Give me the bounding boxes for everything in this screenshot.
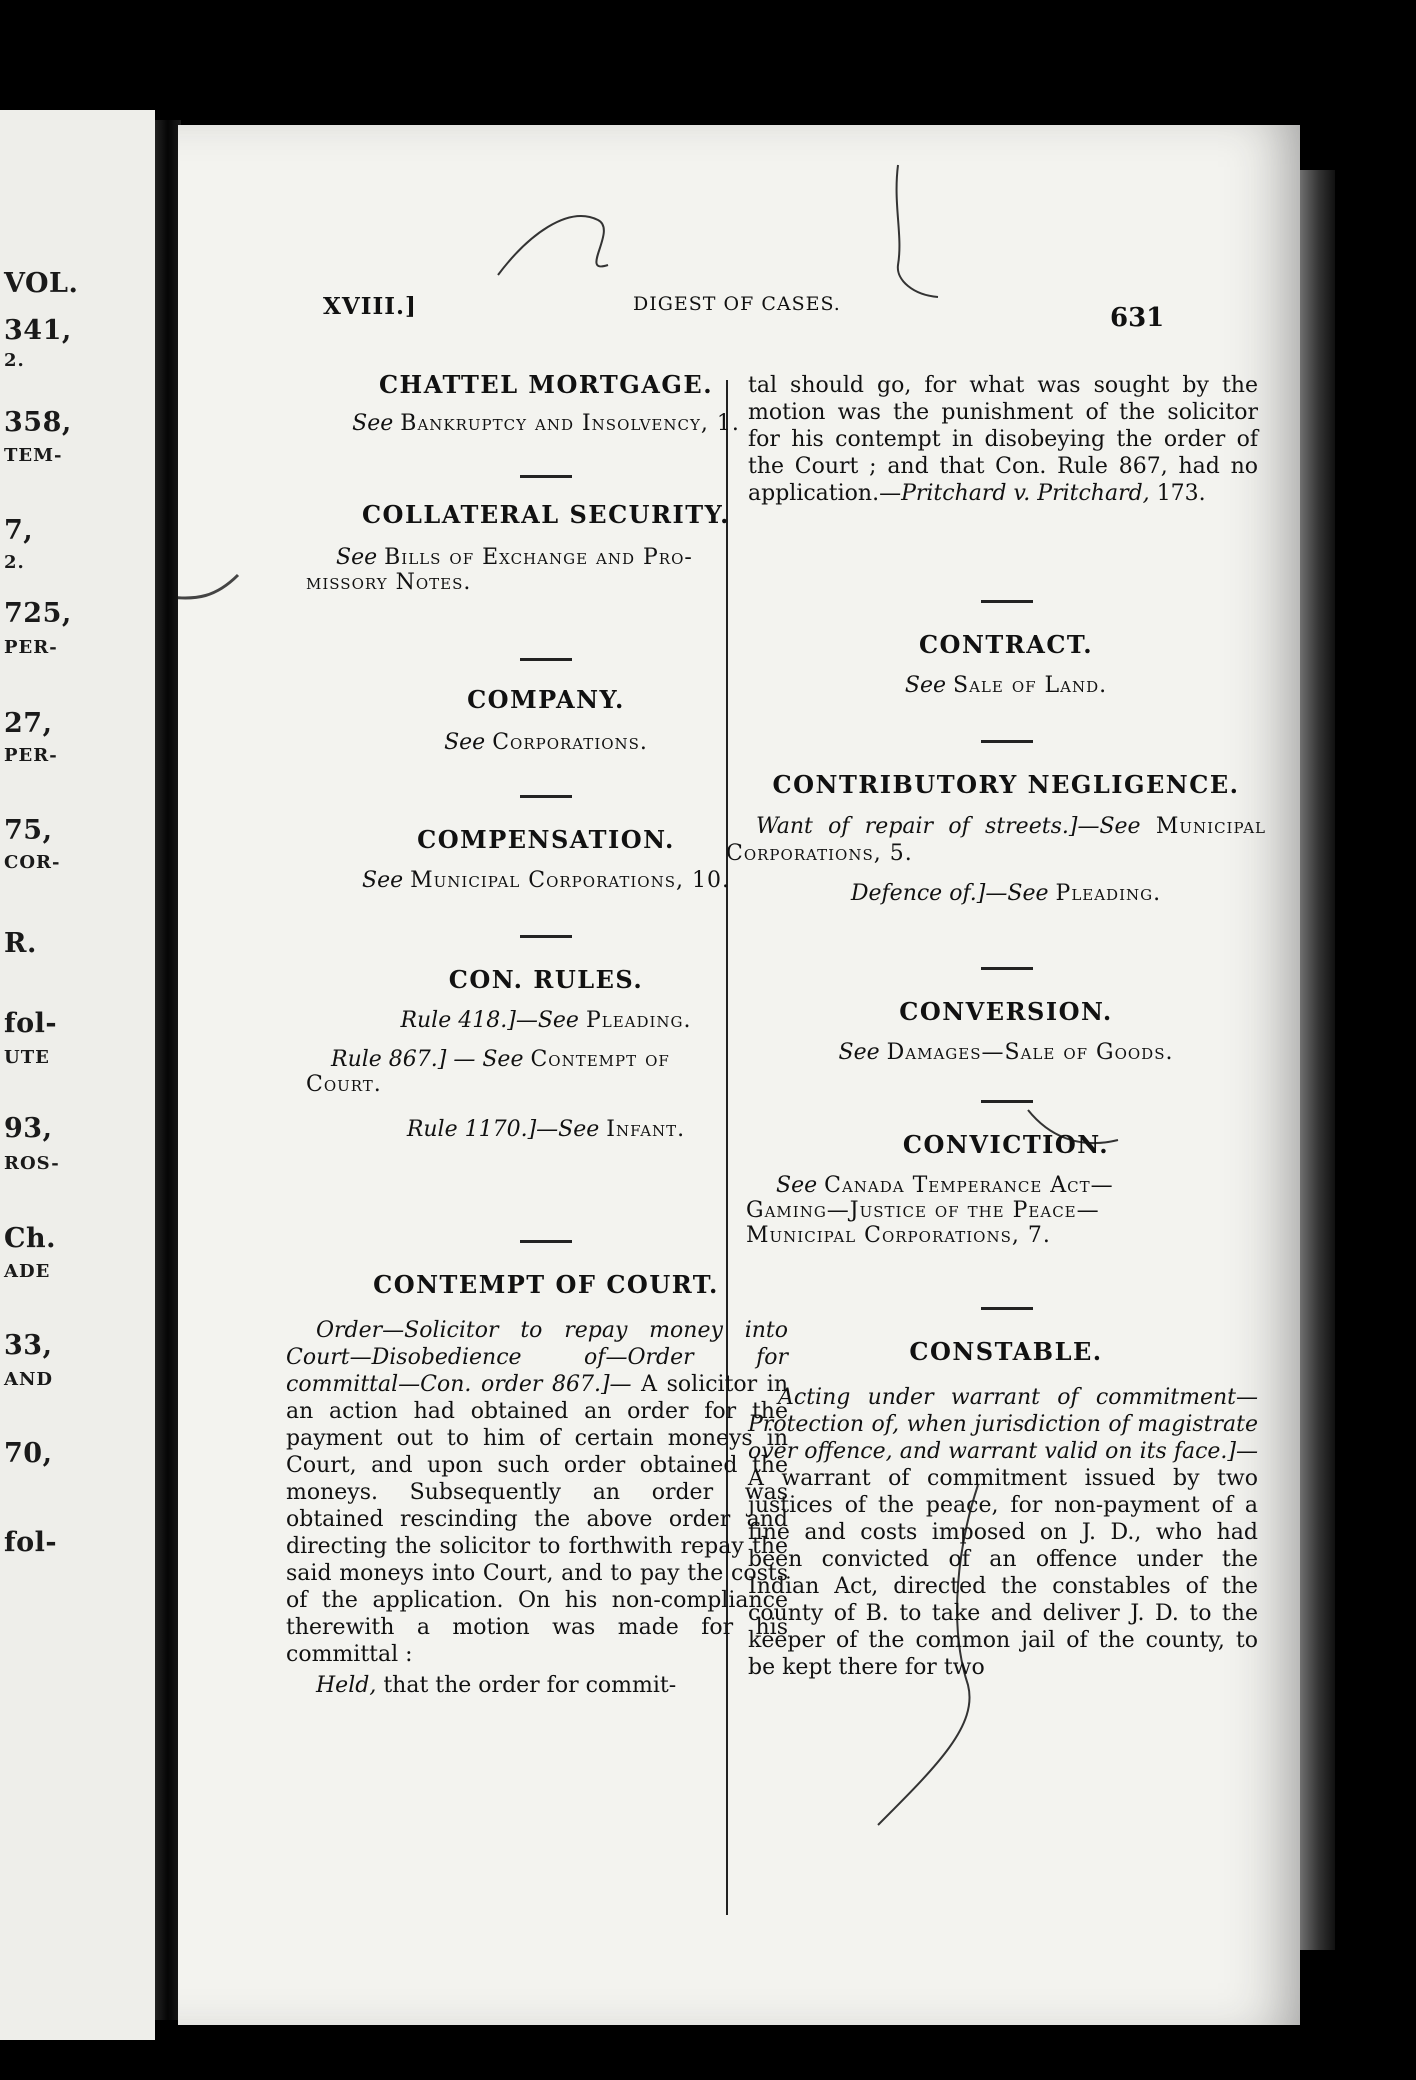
entry-contributory-negligence <box>726 770 1286 906</box>
see-word: —See <box>985 881 1049 906</box>
left-edge-text: PER- <box>4 745 58 766</box>
case-body: A solicitor in an action had obtained an order for the payment out to him of certain moneys in Court, and upon such order obtained the moneys. Subsequently an order was obtained rescinding the above order and directing the solicitor to forthwith repay the said moneys into Court, and to pay the costs of the application. On his non-compliance therewith a motion was made for his committal : <box>286 1372 788 1667</box>
cross-reference: Sale of Land. <box>953 673 1108 698</box>
left-edge-text: fol- <box>4 1008 58 1039</box>
entry-contract <box>726 630 1286 698</box>
entry-constable <box>726 1337 1286 1681</box>
case-name: Pritchard v. Pritchard, <box>901 481 1150 506</box>
entry-heading: CONTRIBUTORY NEGLIGENCE. <box>772 770 1240 799</box>
entry-heading: CHATTEL MORTGAGE. <box>378 370 714 399</box>
section-rule <box>520 475 572 478</box>
left-edge-text: 75, <box>4 815 53 846</box>
rule-number: Rule 418.] <box>400 1008 516 1033</box>
left-edge-text: 2. <box>4 350 25 371</box>
left-edge-text: 33, <box>4 1330 53 1361</box>
cross-reference: Pleading. <box>585 1008 692 1033</box>
section-rule <box>981 1307 1033 1310</box>
left-edge-text: 358, <box>4 407 72 438</box>
cross-reference: Municipal Corporations, 5. <box>726 814 1266 866</box>
cross-reference: Gaming—Justice of the Peace— <box>746 1198 1100 1223</box>
cross-reference: Municipal Corporations, 10. <box>410 868 730 893</box>
entry-heading: CONTRACT. <box>918 630 1094 659</box>
left-edge-text: 341, <box>4 315 72 346</box>
cross-reference: Canada Temperance Act— <box>824 1173 1114 1198</box>
headnote-italic: Want of repair of streets.] <box>756 814 1078 839</box>
see-word: —See <box>1077 814 1141 839</box>
entry-heading: CONTEMPT OF COURT. <box>373 1270 719 1299</box>
see-word: See <box>444 730 486 755</box>
entry-heading: CON. RULES. <box>448 965 644 994</box>
left-edge-text: PER- <box>4 637 58 658</box>
entry-heading: COLLATERAL SECURITY. <box>361 500 731 529</box>
section-rule <box>520 795 572 798</box>
cross-reference: Damages—Sale of Goods. <box>886 1040 1174 1065</box>
left-edge-text: 70, <box>4 1438 53 1469</box>
entry-continuation <box>726 372 1286 507</box>
left-facing-page <box>0 110 155 2040</box>
see-word: See <box>838 1040 880 1065</box>
see-word: —See <box>515 1008 579 1033</box>
entry-conviction <box>726 1130 1286 1248</box>
cross-reference: Bankruptcy and Insolvency, 1. <box>400 411 740 436</box>
see-word: —See <box>536 1117 600 1142</box>
section-rule <box>520 1240 572 1243</box>
see-word: — See <box>453 1047 524 1072</box>
left-edge-text: Ch. <box>4 1223 57 1254</box>
left-edge-text: R. <box>4 928 37 959</box>
case-body: A warrant of commitment issued by two justices of the peace, for non-payment of a fine and costs imposed on J. D., who had been convicted of an offence under the Indian Act, directed the constables of the county of B. to take and deliver J. D. to the keeper of the common jail of the county, to be kept there for two <box>748 1466 1258 1680</box>
rule-number: Rule 867.] <box>331 1047 447 1072</box>
see-word: See <box>352 411 394 436</box>
left-edge-text: COR- <box>4 852 61 873</box>
headnote-italic: Acting under warrant of commitment—Protection of, when jurisdiction of magistrate over offence, and warrant valid on its face.]— <box>748 1385 1258 1464</box>
cross-reference: Corporations. <box>492 730 648 755</box>
held-text: that the order for commit- <box>383 1673 677 1698</box>
see-word: See <box>904 673 947 698</box>
section-rule <box>981 600 1033 603</box>
continuation-text: tal should go, for what was sought by the motion was the punishment of the solicitor for his contempt in disobeying the order of the Court ; and that Con. Rule 867, had no application.— <box>748 373 1258 506</box>
left-edge-text: fol- <box>4 1527 58 1558</box>
section-rule <box>981 740 1033 743</box>
rule-number: Rule 1170.] <box>406 1117 537 1142</box>
entry-heading: CONSTABLE. <box>909 1337 1103 1366</box>
section-rule <box>520 658 572 661</box>
volume-number: XVIII.] <box>323 293 417 320</box>
digest-page <box>178 125 1300 2025</box>
cross-reference: Contempt of <box>530 1047 670 1072</box>
left-edge-text: VOL. <box>4 268 79 299</box>
entry-heading: CONVERSION. <box>899 997 1113 1026</box>
left-edge-text: 725, <box>4 598 72 629</box>
cross-reference: Pleading. <box>1055 881 1162 906</box>
see-word: See <box>336 545 378 570</box>
held-word: Held, <box>316 1673 377 1698</box>
left-edge-text: UTE <box>4 1047 50 1068</box>
cross-reference: missory Notes. <box>306 570 472 595</box>
case-page: 173. <box>1156 481 1206 506</box>
see-word: See <box>362 868 404 893</box>
running-title: DIGEST OF CASES. <box>633 293 841 315</box>
left-edge-text: ROS- <box>4 1153 60 1174</box>
left-edge-text: AND <box>4 1369 54 1390</box>
left-edge-text: 7, <box>4 515 34 546</box>
left-edge-text: ADE <box>4 1261 51 1282</box>
entry-conversion <box>726 997 1286 1065</box>
left-edge-text: 27, <box>4 708 53 739</box>
entry-heading: COMPENSATION. <box>417 825 675 854</box>
entry-heading: CONVICTION. <box>902 1130 1110 1159</box>
entry-collateral-security <box>286 500 806 595</box>
headnote-italic: Defence of.] <box>850 881 986 906</box>
left-edge-text: 93, <box>4 1113 53 1144</box>
cross-reference: Infant. <box>606 1117 686 1142</box>
left-edge-text: TEM- <box>4 445 63 466</box>
headnote-italic: Order—Solicitor to repay money into Court—Disobedience of—Order for committal—Con. order 867.]— <box>286 1318 788 1397</box>
section-rule <box>981 967 1033 970</box>
cross-reference: Court. <box>306 1072 382 1097</box>
cross-reference: Bills of Exchange and Pro- <box>384 545 693 570</box>
section-rule <box>981 1100 1033 1103</box>
cross-reference: Municipal Corporations, 7. <box>746 1223 1051 1248</box>
see-word: See <box>776 1173 818 1198</box>
page-number: 631 <box>1110 303 1165 333</box>
entry-heading: COMPANY. <box>467 685 625 714</box>
left-edge-text: 2. <box>4 552 25 573</box>
section-rule <box>520 935 572 938</box>
